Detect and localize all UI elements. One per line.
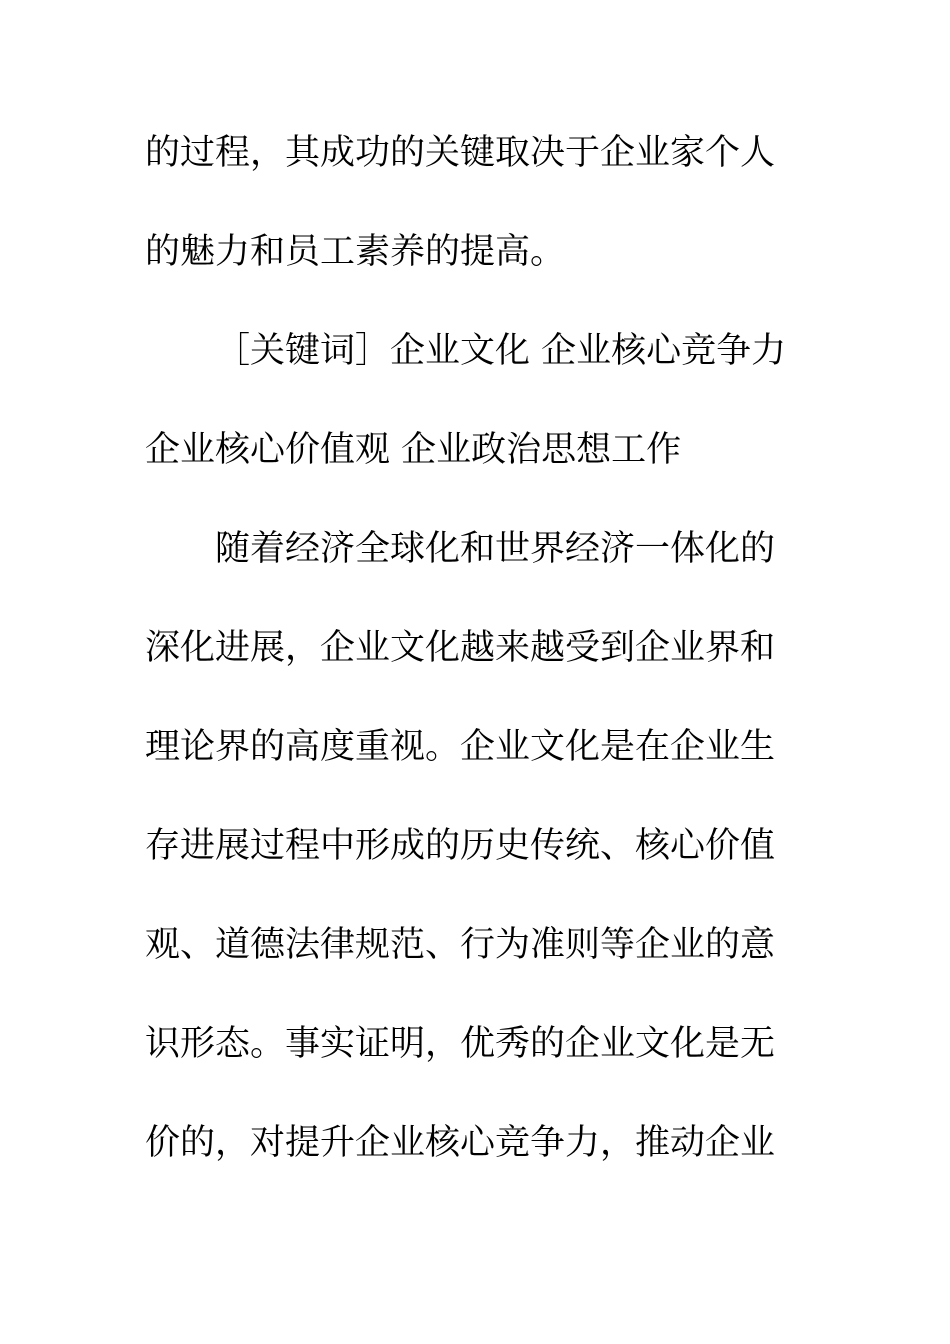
paragraph-line: 观、道德法律规范、行为准则等企业的意 — [145, 925, 776, 965]
paragraph-line: 存进展过程中形成的历史传统、核心价值 — [145, 826, 776, 866]
keywords-line: ［关键词］企业文化 企业核心竞争力 — [215, 331, 787, 371]
paragraph-line: 的过程，其成功的关键取决于企业家个人 — [145, 133, 776, 173]
keywords-line: 企业核心价值观 企业政治思想工作 — [145, 430, 682, 470]
paragraph-line: 深化进展，企业文化越来越受到企业界和 — [145, 628, 776, 668]
paragraph-line: 价的，对提升企业核心竞争力，推动企业 — [145, 1123, 776, 1163]
paragraph-line: 理论界的高度重视。企业文化是在企业生 — [145, 727, 776, 767]
paragraph-line: 的魅力和员工素养的提高。 — [145, 232, 566, 272]
paragraph-line: 识形态。事实证明，优秀的企业文化是无 — [145, 1024, 776, 1064]
paragraph-line: 随着经济全球化和世界经济一体化的 — [215, 529, 776, 569]
